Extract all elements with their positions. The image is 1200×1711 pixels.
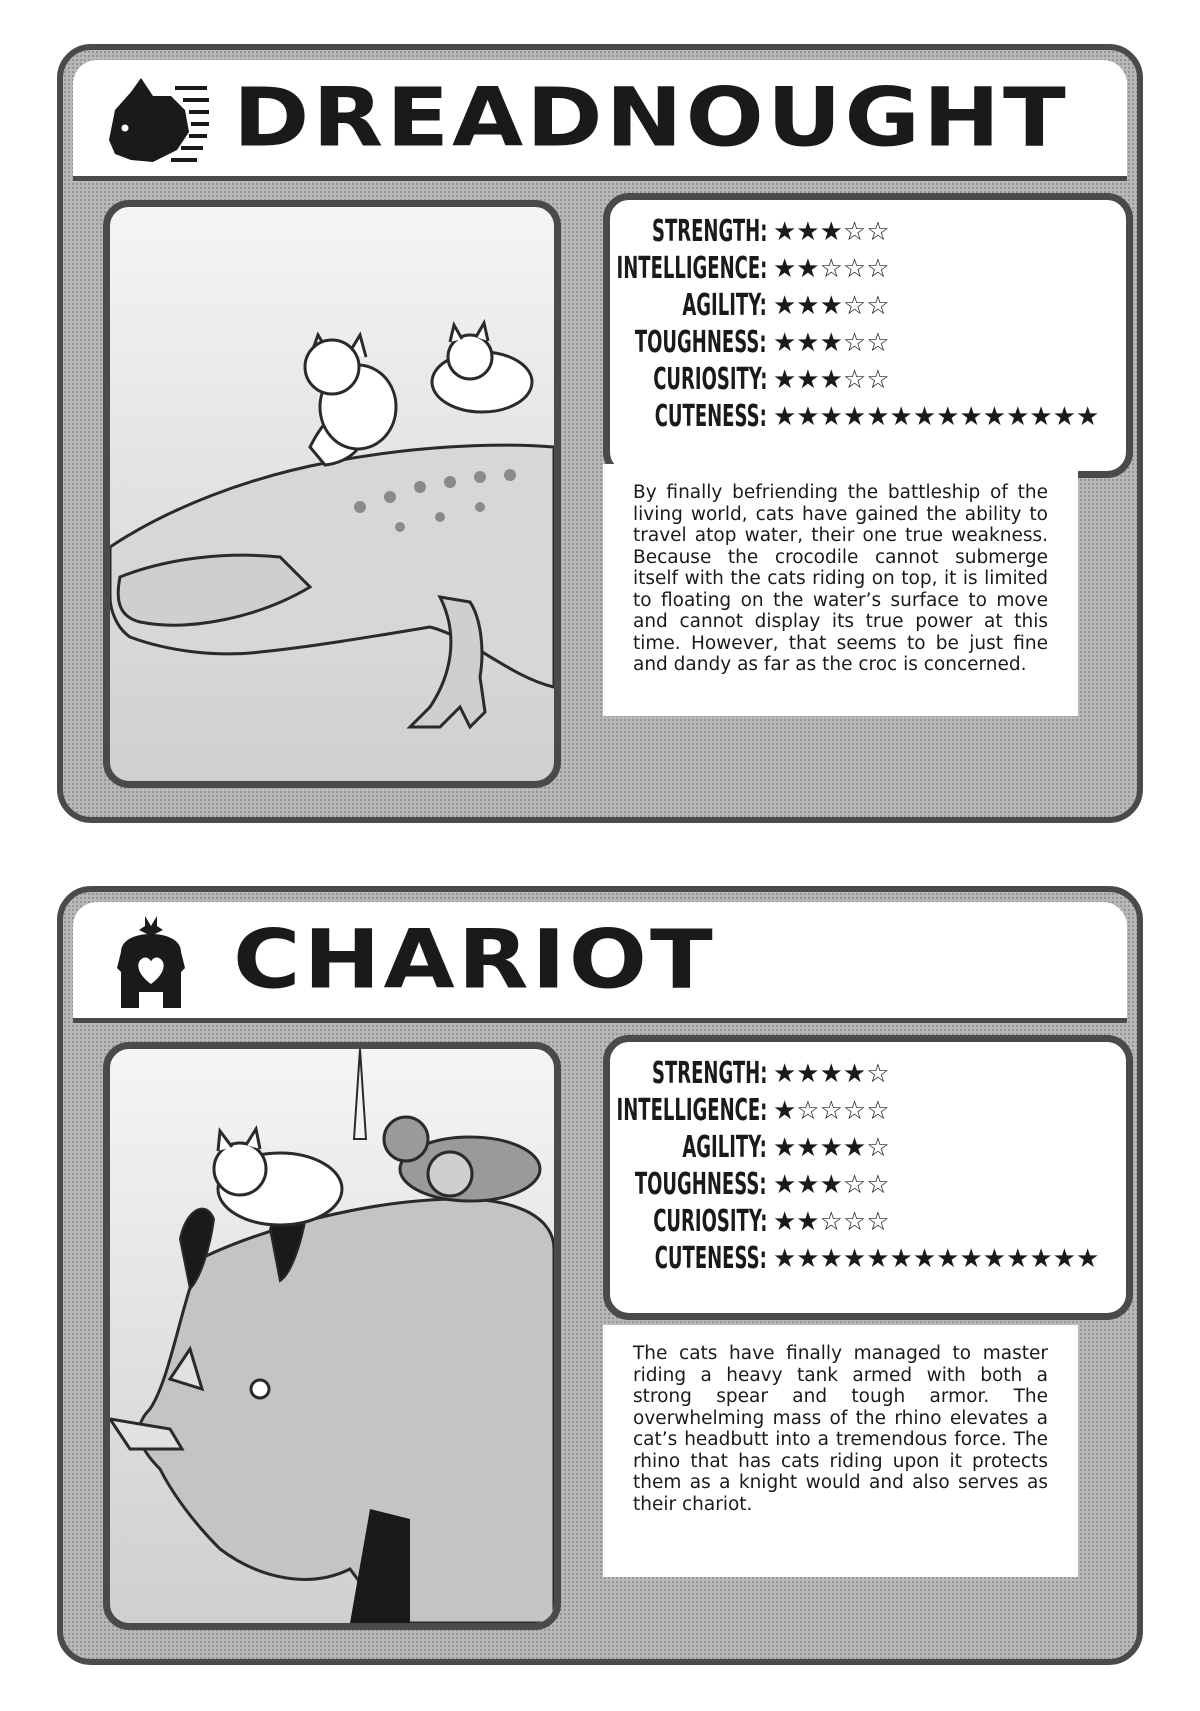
stat-label: CUTENESS: — [654, 399, 767, 434]
stat-row-intelligence — [610, 249, 1133, 289]
star-rating: ★☆☆☆☆ — [773, 1096, 890, 1126]
description-panel — [603, 1325, 1078, 1577]
crocodile-with-cats-illustration — [103, 200, 561, 788]
stat-row-curiosity — [610, 1202, 1133, 1242]
stat-label: CURIOSITY: — [652, 362, 767, 397]
description-text: By finally befriending the battleship of the living world, cats have gained the ability to travel atop water, their one true weakness. Because the crocodile cannot submerge itself with the cats riding on top, it is limited to floating on the water’s surface to move and cannot display its true power at this time. However, that seems to be just fine and dandy as far as the croc is concerned. — [633, 482, 1048, 675]
knight-helmet-heart-icon — [101, 912, 211, 1012]
card-header — [73, 60, 1127, 181]
stat-label: CUTENESS: — [654, 1241, 767, 1276]
card-header — [73, 902, 1127, 1023]
star-rating: ★★★☆☆ — [773, 291, 890, 321]
card-title: CHARIOT — [233, 912, 716, 1007]
stat-row-agility — [610, 1128, 1133, 1168]
stat-label: CURIOSITY: — [652, 1204, 767, 1239]
stat-row-intelligence — [610, 1091, 1133, 1131]
rhino-illustration-svg — [110, 1049, 554, 1623]
star-rating: ★★☆☆☆ — [773, 254, 890, 284]
star-rating: ★★★★★★★★★★★★★★ — [773, 402, 1100, 432]
stats-panel — [603, 193, 1133, 478]
stat-label: AGILITY: — [682, 1130, 767, 1165]
stat-label: INTELLIGENCE: — [616, 251, 767, 286]
star-rating: ★★★☆☆ — [773, 217, 890, 247]
description-text: The cats have finally managed to master riding a heavy tank armed with both a strong spear and tough armor. The overwhelming mass of the rhino elevates a cat’s headbutt into a tremendous force. The rhino that has cats riding upon it protects them as a knight would and also serves as their chariot. — [633, 1343, 1048, 1515]
star-rating: ★★★☆☆ — [773, 328, 890, 358]
stat-row-cuteness — [610, 397, 1133, 437]
star-rating: ★★★☆☆ — [773, 365, 890, 395]
stat-label: TOUGHNESS: — [635, 325, 767, 360]
stat-row-cuteness — [610, 1239, 1133, 1279]
star-rating: ★★★★☆ — [773, 1133, 890, 1163]
profile-card-dreadnought — [57, 44, 1143, 823]
stat-label: STRENGTH: — [651, 1056, 767, 1091]
stat-row-curiosity — [610, 360, 1133, 400]
star-rating: ★★★★☆ — [773, 1059, 890, 1089]
stat-row-agility — [610, 286, 1133, 326]
rhino-with-cats-illustration — [103, 1042, 561, 1630]
star-rating: ★★★★★★★★★★★★★★ — [773, 1244, 1100, 1274]
stat-row-strength — [610, 212, 1133, 252]
card-title: DREADNOUGHT — [233, 70, 1069, 165]
star-rating: ★★☆☆☆ — [773, 1207, 890, 1237]
stat-label: INTELLIGENCE: — [616, 1093, 767, 1128]
stat-label: AGILITY: — [682, 288, 767, 323]
profile-card-chariot — [57, 886, 1143, 1665]
stat-row-strength — [610, 1054, 1133, 1094]
stats-panel — [603, 1035, 1133, 1320]
crocodile-illustration-svg — [110, 207, 554, 781]
description-panel — [603, 464, 1078, 716]
stat-label: STRENGTH: — [651, 214, 767, 249]
cat-head-icon — [101, 70, 211, 170]
stat-row-toughness — [610, 1165, 1133, 1205]
star-rating: ★★★☆☆ — [773, 1170, 890, 1200]
stat-row-toughness — [610, 323, 1133, 363]
stat-label: TOUGHNESS: — [635, 1167, 767, 1202]
